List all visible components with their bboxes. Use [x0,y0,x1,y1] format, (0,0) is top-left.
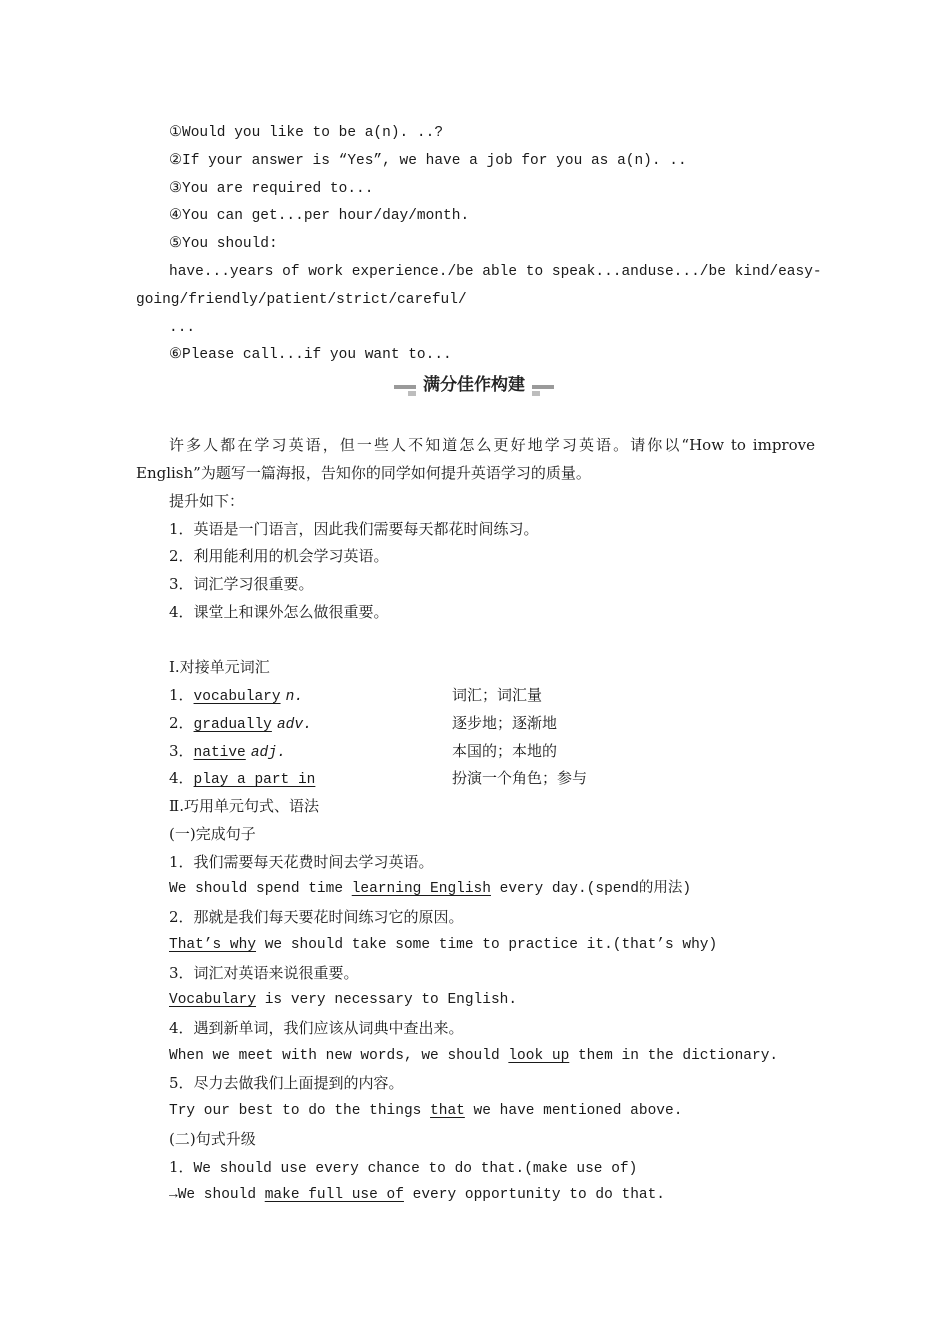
should-line-1: have...years of work experience./be able to speak...anduse.../be kind/easy- [169,264,822,280]
sentence-en: We should spend time learning English every day.(spend的用法) [169,881,692,897]
vocab-meaning: 扮演一个角色；参与 [452,769,588,787]
vocab-item [169,768,315,790]
upgrade-original: 1．We should use every chance to do that.(make use of) [169,1158,638,1177]
vocab-meaning: 逐步地；逐渐地 [452,714,558,732]
task-point: 2．利用能利用的机会学习英语。 [169,547,389,565]
vocab-pos: adj. [250,745,286,761]
answer-blank: learning English [351,881,491,897]
sentence-cn: 4．遇到新单词，我们应该从词典中查出来。 [169,1019,464,1037]
vocab-pos: adv. [276,717,312,733]
vocab-word: play a part in [193,772,316,788]
sub-heading-upgrade: (二)句式升级 [169,1130,256,1148]
template-line-3: ③You are required to... [169,181,374,197]
template-line-2: ②If your answer is “Yes”, we have a job for you as a(n). .. [169,153,687,169]
vocab-item [169,741,286,763]
task-line-1: 许多人都在学习英语，但一些人不知道怎么更好地学习英语。请你以“How to improve [169,436,815,454]
answer-blank: make full use of [264,1187,404,1203]
grammar-heading: Ⅱ.巧用单元句式、语法 [169,797,319,815]
template-line-4: ④You can get...per hour/day/month. [169,208,470,224]
sentence-cn: 1．我们需要每天花费时间去学习英语。 [169,853,434,871]
task-point: 1．英语是一门语言，因此我们需要每天都花时间练习。 [169,520,539,538]
please-call-line: ⑥Please call...if you want to... [169,347,452,363]
task-point: 3．词汇学习很重要。 [169,575,314,593]
vocab-num: 2． [169,714,194,732]
task-line-2: English”为题写一篇海报，告知你的同学如何提升英语学习的质量。 [136,464,591,482]
task-point: 4．课堂上和课外怎么做很重要。 [169,603,389,621]
sentence-cn: 2．那就是我们每天要花时间练习它的原因。 [169,908,464,926]
vocab-meaning: 词汇；词汇量 [452,686,543,704]
should-line-2: going/friendly/patient/strict/careful/ [136,292,467,308]
badge-title: 满分佳作构建 [416,374,532,396]
answer-blank: that [430,1103,465,1119]
sentence-en: When we meet with new words, we should look up them in the dictionary. [169,1048,779,1064]
arrow-icon: → [169,1187,178,1203]
vocab-item [169,685,303,707]
upgrade-answer: →We should make full use of every opportunity to do that. [169,1187,665,1203]
vocab-num: 1． [169,686,194,704]
answer-blank: That’s why [169,937,257,953]
template-line-5: ⑤You should: [169,236,278,252]
template-line-1: ①Would you like to be a(n). ..? [169,125,444,141]
sentence-en: Try our best to do the things that we have mentioned above. [169,1103,683,1119]
sub-heading-complete: (一)完成句子 [169,825,256,843]
vocab-meaning: 本国的；本地的 [452,742,558,760]
sentence-en: Vocabulary is very necessary to English. [169,992,518,1008]
vocab-num: 3． [169,742,194,760]
sentence-cn: 5．尽力去做我们上面提到的内容。 [169,1074,404,1092]
vocab-word: gradually [193,717,272,733]
answer-blank: look up [508,1048,570,1064]
ellipsis: ... [169,320,196,336]
vocab-word: vocabulary [193,689,281,705]
vocab-word: native [193,745,246,761]
sentence-cn: 3．词汇对英语来说很重要。 [169,964,359,982]
answer-blank: Vocabulary [169,992,257,1008]
vocab-item [169,713,312,735]
section-badge [394,374,554,398]
task-intro: 提升如下： [169,492,245,510]
sentence-en: That’s why we should take some time to practice it.(that’s why) [169,937,718,953]
vocab-heading: Ⅰ.对接单元词汇 [169,658,270,676]
vocab-num: 4． [169,769,194,787]
vocab-pos: n. [285,689,304,705]
